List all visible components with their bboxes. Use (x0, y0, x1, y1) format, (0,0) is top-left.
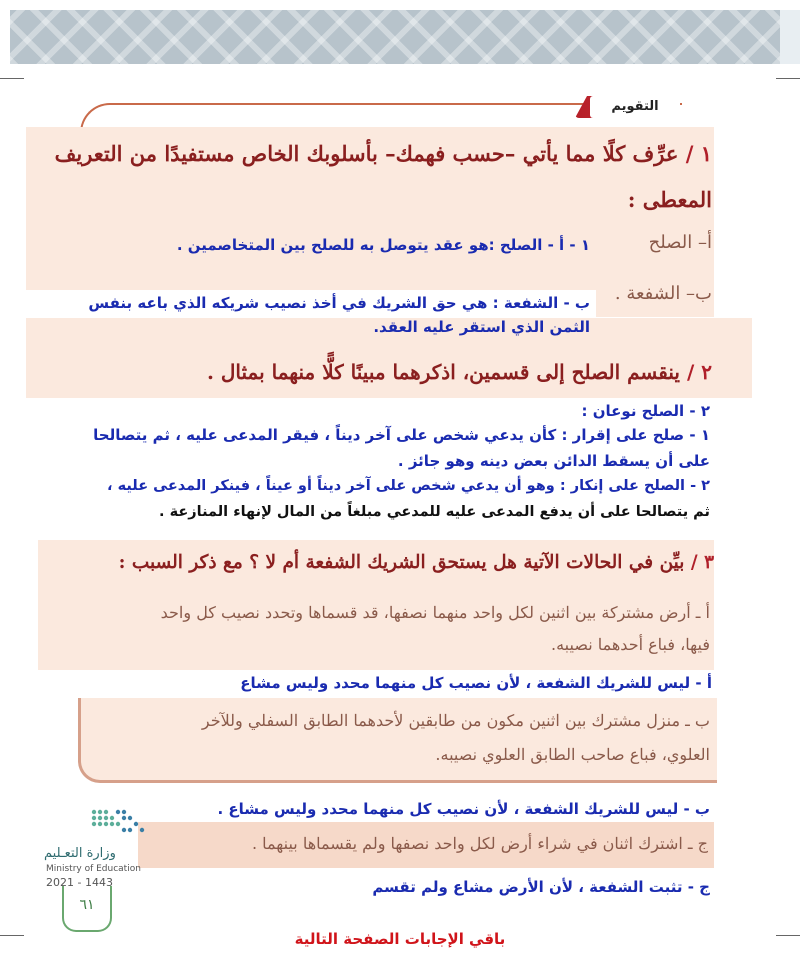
ministry-name-ar: وزارة التعـليم (44, 846, 116, 861)
q1-item-a-label: أ– الصلح (648, 232, 712, 253)
q3-heading (50, 548, 714, 578)
q3-answer-a: أ - ليس للشريك الشفعة ، لأن نصيب كل منهما محدد وليس مشاع (240, 674, 712, 692)
q3-item-b-line2: العلوي، فباع صاحب الطابق العلوي نصيبه. (435, 745, 710, 764)
q1-heading-line2: المعطى : (627, 187, 712, 212)
q2-heading (40, 356, 712, 388)
q1-answer-a: ١ - أ - الصلح :هو عقد يتوصل به للصلح بين المتخاصمين . (176, 236, 590, 254)
q3-number: ٣ / (690, 552, 714, 573)
ministry-logo-icon (88, 806, 148, 840)
decorative-banner (10, 10, 780, 64)
crop-mark (776, 935, 800, 936)
q1-heading (40, 138, 712, 170)
q1-item-b-label: ب– الشفعة . (614, 283, 712, 304)
continued-note: باقي الإجابات الصفحة التالية (294, 930, 506, 948)
q2-answer-line4: ٢ - الصلح على إنكار : وهو أن يدعي شخص على آخر ديناً أو عيناً ، فينكر المدعى عليه ، (107, 478, 710, 494)
q2-number: ٢ / (686, 360, 712, 384)
q3-item-b-line1: ب ـ منزل مشترك بين اثنين مكون من طابقين لأحدهما الطابق السفلي وللآخر (201, 711, 710, 730)
q1-number: ١ / (685, 141, 712, 166)
q1-answer-b-line2: الثمن الذي استقر عليه العقد. (373, 318, 590, 336)
q2-answer-line3: على أن يسقط الدائن بعض دينه وهو جائز . (397, 452, 710, 470)
ministry-name-en: Ministry of Education (46, 864, 141, 874)
q3-item-c: ج ـ اشترك اثنان في شراء أرض لكل واحد نصفها ولم يقسماها بينهما . (251, 834, 708, 853)
q2-heading-text: ينقسم الصلح إلى قسمين، اذكرهما مبينًا كلًّا منهما بمثال . (206, 360, 680, 384)
q3-answer-c: ج - تثبت الشفعة ، لأن الأرض مشاع ولم تقسم (372, 878, 710, 896)
page-number: ٦١ (62, 886, 112, 932)
q3-answer-b: ب - ليس للشريك الشفعة ، لأن نصيب كل منهما محدد وليس مشاع . (217, 800, 710, 818)
ministry-year: 2021 - 1443 (46, 876, 113, 889)
q2-answer-line1: ٢ - الصلح نوعان : (581, 402, 710, 420)
q2-answer-line5: ثم يتصالحا على أن يدفع المدعى عليه للمدعي مبلغاً من المال لإنهاء المنازعة . (159, 504, 710, 520)
q1-answer-b-line1: ب - الشفعة : هي حق الشريك في أخذ نصيب شريكه الذي باعه بنفس (88, 294, 590, 312)
crop-mark (0, 935, 24, 936)
q3-heading-text: بيِّن في الحالات الآتية هل يستحق الشريك الشفعة أم لا ؟ مع ذكر السبب : (118, 552, 685, 573)
section-tab-label: التقويم (590, 96, 680, 118)
q2-answer-line2: ١ - صلح على إقرار : كأن يدعي شخص على آخر ديناً ، فيقر المدعى عليه ، ثم يتصالحا (93, 426, 710, 444)
q3-item-a-line2: فيها، فباع أحدهما نصيبه. (551, 635, 710, 654)
banner-edge (780, 10, 800, 64)
crop-mark (776, 78, 800, 79)
q3-item-a-line1: أ ـ أرض مشتركة بين اثنين لكل واحد منهما نصفها، قد قسماها وتحدد نصيب كل واحد (160, 603, 710, 622)
q1-heading-line1: عرِّف كلًا مما يأتي –حسب فهمك– بأسلوبك الخاص مستفيدًا من التعريف (54, 141, 679, 166)
crop-mark (0, 78, 24, 79)
